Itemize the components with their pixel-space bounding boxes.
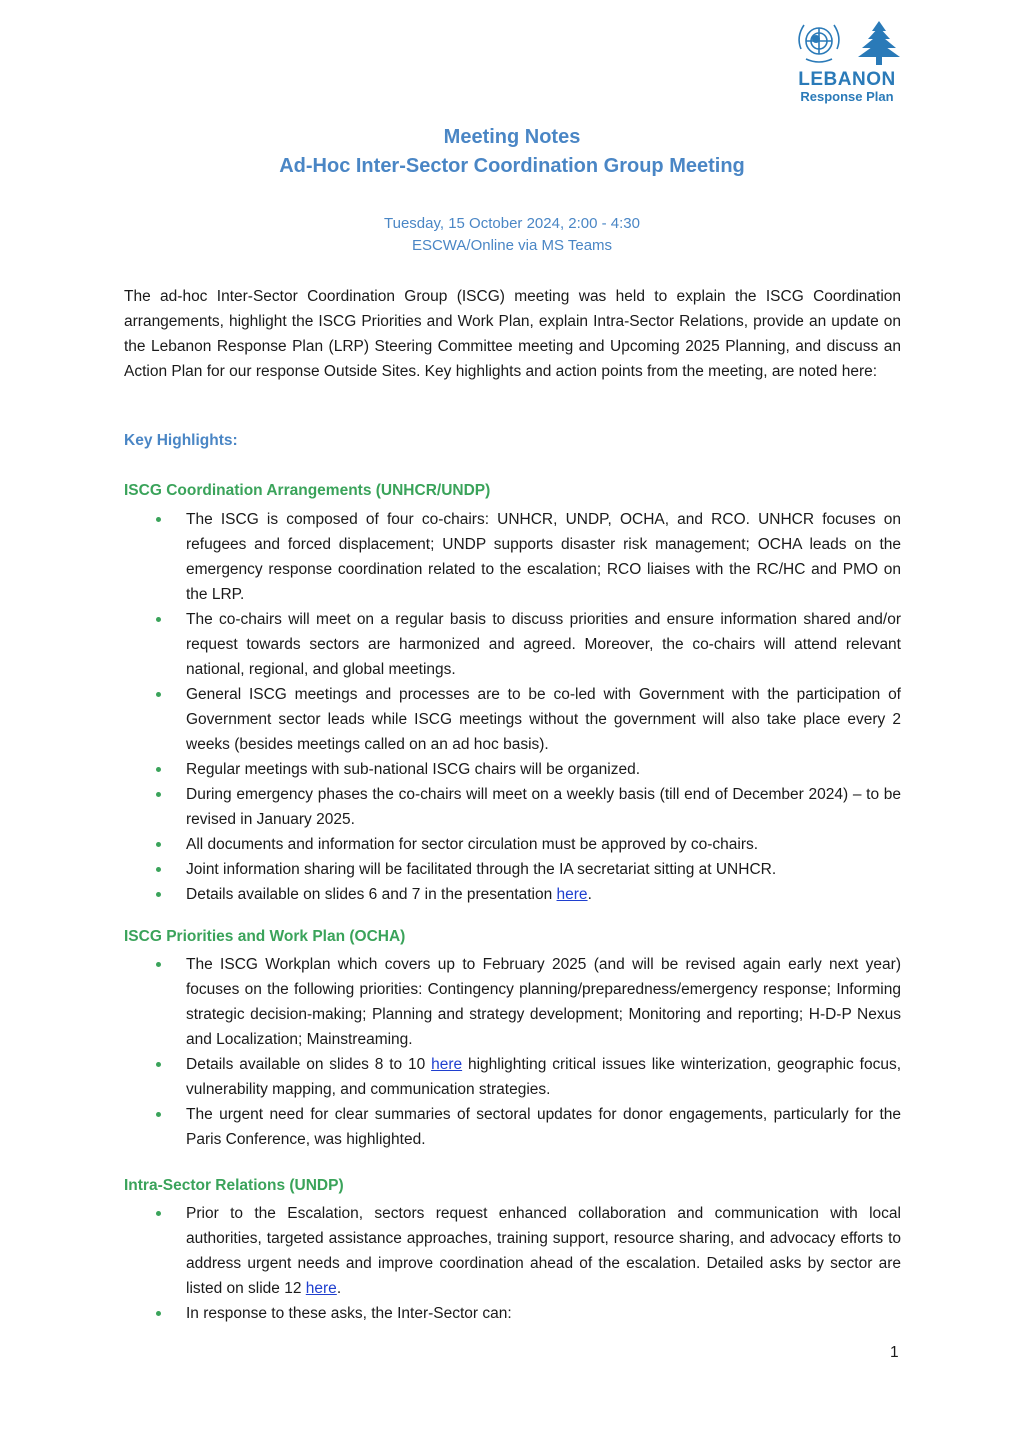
logo-text-response-plan: Response Plan [800,89,894,104]
logo-text-lebanon: LEBANON [798,69,896,90]
key-highlights-heading: Key Highlights: [124,432,238,449]
bullet-icon [156,1112,161,1117]
list-item: Details available on slides 8 to 10 here highlighting critical issues like winterization, geographic focus, vulnerability mapping, and communication strategies. [124,1052,901,1102]
bullet-icon [156,1062,161,1067]
document-title: Meeting Notes [443,126,581,148]
intro-paragraph: The ad-hoc Inter-Sector Coordination Group (ISCG) meeting was held to explain the ISCG Coordination arrangements, highlight the ISCG Priorities and Work Plan, explain Intra-Sector Relations, provide an update on the Lebanon Response Plan (LRP) Steering Committee meeting and Upcoming 2025 Planning, and discuss an Action Plan for our response Outside Sites. Key highlights and action points from the meeting, are noted here: [124,288,901,380]
lebanon-response-plan-logo [788,18,906,110]
bullet-icon [156,842,161,847]
bullet-icon [156,1311,161,1316]
list-item: In response to these asks, the Inter-Sector can: [124,1301,901,1326]
bullet-icon [156,617,161,622]
meeting-date: Tuesday, 15 October 2024, 2:00 - 4:30 [384,215,640,232]
bullet-icon [156,962,161,967]
list-item: The urgent need for clear summaries of sectoral updates for donor engagements, particularly for the Paris Conference, was highlighted. [124,1102,901,1152]
bullet-icon [156,517,161,522]
un-emblem-icon [792,19,846,67]
bullet-icon [156,792,161,797]
list-item: Joint information sharing will be facilitated through the IA secretariat sitting at UNHCR. [124,857,901,882]
list-item: During emergency phases the co-chairs will meet on a weekly basis (till end of December 2024) – to be revised in January 2025. [124,782,901,832]
bullet-icon [156,692,161,697]
list-item: General ISCG meetings and processes are to be co-led with Government with the participation of Government sector leads while ISCG meetings without the government will also take place every 2 weeks (besides meetings called on an ad hoc basis). [124,682,901,757]
bullet-list [124,507,901,907]
presentation-link[interactable]: here [556,886,588,903]
list-item: The ISCG Workplan which covers up to February 2025 (and will be revised again early next year) focuses on the following priorities: Contingency planning/preparedness/emergency response; Informing strategic decision-making; Planning and strategy development; Monitoring and reporting; H-D-P Nexus and Localization; Mainstreaming. [124,952,901,1052]
meeting-location: ESCWA/Online via MS Teams [411,237,613,254]
bullet-icon [156,767,161,772]
list-item: The co-chairs will meet on a regular basis to discuss priorities and ensure information shared and/or request towards sectors are harmonized and agreed. Moreover, the co-chairs will attend relevant national, regional, and global meetings. [124,607,901,682]
bullet-list [124,1201,901,1326]
bullet-list [124,952,901,1152]
section-heading: ISCG Coordination Arrangements (UNHCR/UNDP) [124,482,491,499]
list-item: All documents and information for sector circulation must be approved by co-chairs. [124,832,901,857]
list-item: Details available on slides 6 and 7 in the presentation here. [124,882,901,907]
section-heading: Intra-Sector Relations (UNDP) [124,1177,344,1194]
bullet-icon [156,1211,161,1216]
cedar-tree-icon [856,19,902,67]
presentation-link[interactable]: here [305,1280,337,1297]
presentation-link[interactable]: here [431,1056,463,1073]
bullet-icon [156,892,161,897]
document-subtitle: Ad-Hoc Inter-Sector Coordination Group Meeting [279,155,745,177]
list-item: Prior to the Escalation, sectors request enhanced collaboration and communication with local authorities, targeted assistance approaches, training support, resource sharing, and advocacy efforts to address urgent needs and improve coordination ahead of the escalation. Detailed asks by sector are listed on slide 12 here. [124,1201,901,1301]
page-number: 1 [890,1344,899,1361]
list-item: Regular meetings with sub-national ISCG chairs will be organized. [124,757,901,782]
bullet-icon [156,867,161,872]
list-item: The ISCG is composed of four co-chairs: UNHCR, UNDP, OCHA, and RCO. UNHCR focuses on refugees and forced displacement; UNDP supports disaster risk management; OCHA leads on the emergency response coordination related to the escalation; RCO liaises with the RC/HC and PMO on the LRP. [124,507,901,607]
section-heading: ISCG Priorities and Work Plan (OCHA) [124,928,406,945]
